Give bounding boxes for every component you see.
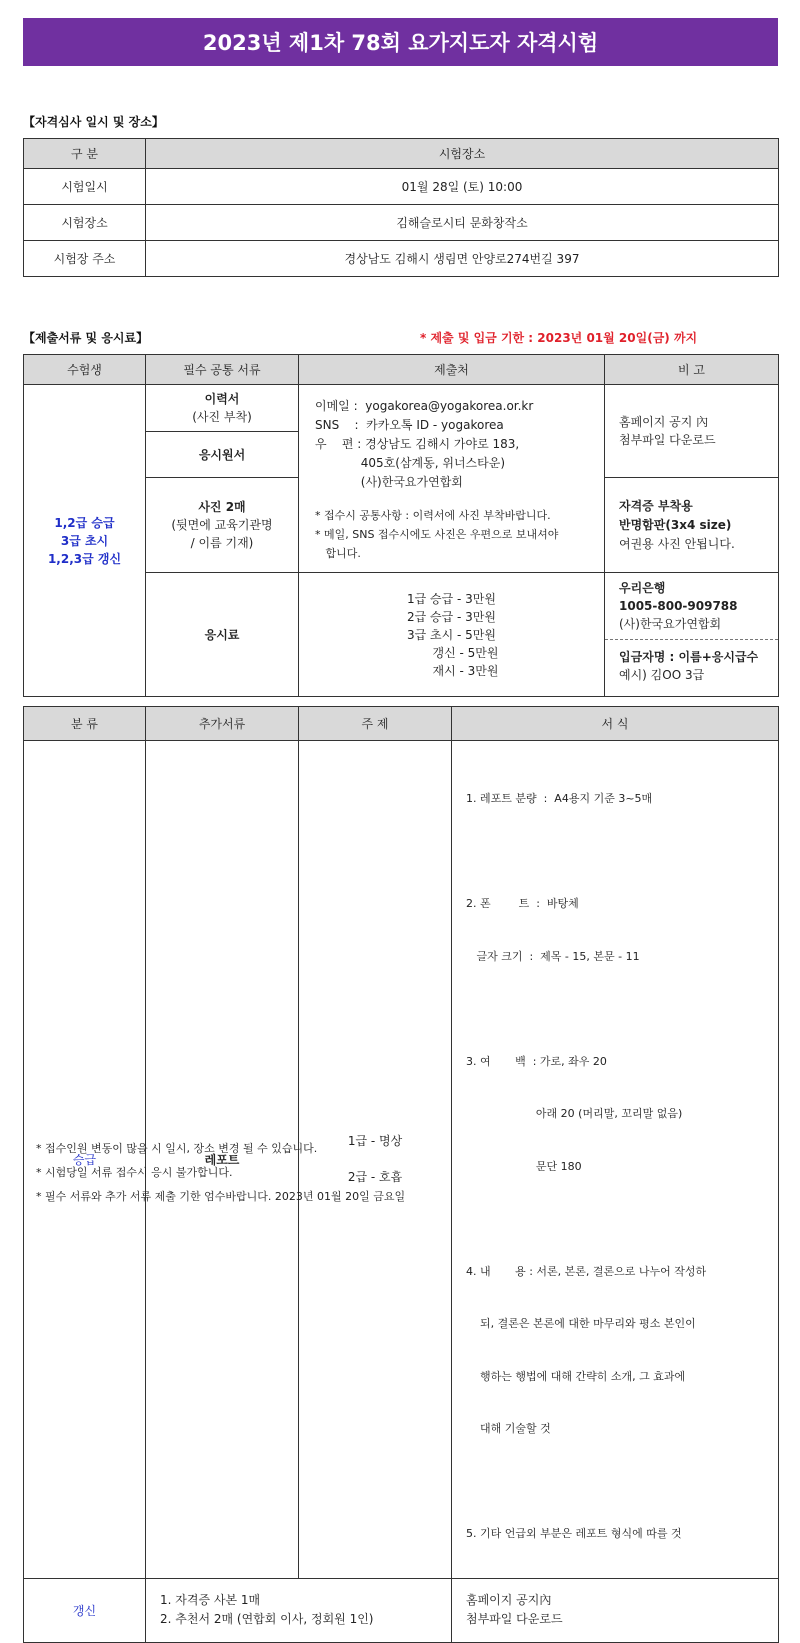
renew-doc: 2. 추천서 2매 (연합회 이사, 정회원 1인) (160, 1612, 374, 1626)
submit-line: 405호(삼계동, 위너스타운) (315, 456, 505, 470)
renew-remark: 홈페이지 공지內 (466, 1593, 552, 1607)
doc-photo: 사진 2매 (198, 500, 246, 514)
fee-remark-cell (605, 573, 779, 697)
doc-photo-sub: / 이름 기재) (190, 536, 254, 550)
additional-header-format: 서 식 (452, 707, 779, 741)
format-line: 아래 20 (머리말, 꼬리말 없음) (466, 1107, 683, 1120)
renew-remark: 첨부파일 다운로드 (466, 1612, 563, 1626)
schedule-row-label: 시험장 주소 (24, 241, 146, 277)
topic-item: 2급 - 호흡 (347, 1170, 403, 1185)
note-line: * 시험당일 서류 접수시 응시 불가합니다. (36, 1166, 233, 1179)
remark-homepage-cell (605, 385, 779, 478)
submit-line: (사)한국요가연합회 (315, 475, 463, 489)
submit-cell (299, 385, 605, 573)
documents-table (23, 354, 779, 697)
topic-item: 1급 - 명상 (347, 1134, 403, 1149)
schedule-table (23, 138, 779, 277)
bank-info (605, 573, 778, 640)
doc-fee: 응시료 (146, 573, 299, 697)
note-line: * 접수인원 변동이 많을 시 일시, 장소 변경 될 수 있습니다. (36, 1142, 318, 1155)
renew-remark-cell (452, 1578, 779, 1642)
schedule-row-label: 시험장소 (24, 205, 146, 241)
format-line: 4. 내 용 : 서론, 본론, 결론으로 나누어 작성하 (466, 1264, 707, 1278)
format-line (466, 1473, 778, 1491)
submit-line: SNS : 카카오톡 ID - yogakorea (315, 418, 504, 432)
submit-note: * 메일, SNS 접수시에도 사진은 우편으로 보내셔야 (315, 528, 559, 541)
schedule-row-value: 01월 28일 (토) 10:00 (146, 169, 779, 205)
deposit-info (605, 640, 778, 688)
schedule-header-category: 구 분 (24, 139, 146, 169)
submit-note: 합니다. (315, 547, 361, 560)
page-title: 2023년 제1차 78회 요가지도자 자격시험 (202, 31, 599, 55)
format-line (466, 1000, 778, 1018)
doc-resume: 이력서 (204, 392, 240, 406)
note-line: * 필수 서류와 추가 서류 제출 기한 엄수바랍니다. 2023년 01월 20일 금요일 (36, 1190, 406, 1203)
notes (36, 1137, 405, 1209)
documents-header-submit: 제출처 (299, 355, 605, 385)
format-line: 글자 크기 : 제목 - 15, 본문 - 11 (466, 949, 640, 963)
format-line: 2. 폰 트 : 바탕체 (466, 897, 579, 910)
remark-line: 첨부파일 다운로드 (619, 433, 716, 447)
documents-header-required: 필수 공통 서류 (146, 355, 299, 385)
renew-docs-cell (146, 1578, 452, 1642)
section-heading-schedule: 【자격심사 일시 및 장소】 (23, 115, 164, 129)
schedule-row-label: 시험일시 (24, 169, 146, 205)
schedule-header-location: 시험장소 (146, 139, 779, 169)
candidate-line: 1,2급 승급 (54, 515, 115, 530)
category-promotion: 승급 (24, 741, 146, 1579)
format-cell (452, 741, 779, 1579)
bank-holder: (사)한국요가연합회 (619, 617, 722, 631)
fee-item: 1급 승급 - 3만원 (406, 591, 496, 606)
doc-resume-cell (146, 385, 299, 432)
fee-list (299, 573, 605, 697)
remark-line: 반명함판(3x4 size) (619, 517, 732, 532)
page-title-banner (23, 18, 778, 66)
additional-header-docs: 추가서류 (146, 707, 299, 741)
extra-doc-report: 레포트 (146, 741, 299, 1579)
category-renewal: 갱신 (24, 1578, 146, 1642)
fee-item: 재시 - 3만원 (432, 663, 499, 678)
documents-header-remark: 비 고 (605, 355, 779, 385)
renew-doc: 1. 자격증 사본 1매 (160, 1593, 261, 1607)
deposit-example: 예시) 김OO 3급 (619, 668, 705, 682)
candidate-cell (24, 385, 146, 697)
remark-line: 여권용 사진 안됩니다. (619, 536, 735, 551)
candidate-line: 1,2,3급 갱신 (47, 551, 122, 566)
doc-application: 응시원서 (146, 432, 299, 478)
format-line (466, 1210, 778, 1228)
fee-item: 2급 승급 - 3만원 (406, 609, 496, 624)
bank-account: 1005-800-909788 (619, 599, 738, 613)
submit-line: 이메일 : yogakorea@yogakorea.or.kr (315, 399, 534, 413)
doc-resume-sub: (사진 부착) (192, 410, 252, 424)
documents-header-candidate: 수험생 (24, 355, 146, 385)
candidate-line: 3급 초시 (60, 533, 109, 548)
schedule-row-value: 경상남도 김해시 생림면 안양로274번길 397 (146, 241, 779, 277)
format-line (466, 843, 778, 861)
additional-header-category: 분 류 (24, 707, 146, 741)
doc-photo-sub: (뒷면에 교육기관명 (171, 518, 273, 532)
format-line: 3. 여 백 : 가로, 좌우 20 (466, 1054, 607, 1068)
additional-header-topic: 주 제 (299, 707, 452, 741)
submit-line: 우 편 : 경상남도 김해시 가야로 183, (315, 437, 520, 451)
deadline-notice: * 제출 및 입금 기한 : 2023년 01월 20일(금) 까지 (420, 331, 698, 345)
bank-name: 우리은행 (619, 581, 666, 595)
fee-item: 3급 초시 - 5만원 (406, 627, 496, 642)
format-line: 1. 레포트 분량 : A4용지 기준 3~5매 (466, 792, 653, 805)
section-heading-documents: 【제출서류 및 응시료】 (23, 331, 149, 345)
format-line: 행하는 행법에 대해 간략히 소개, 그 효과에 (466, 1369, 686, 1383)
remark-line: 홈페이지 공지 內 (619, 415, 709, 429)
remark-photo-cell (605, 478, 779, 573)
doc-photo-cell (146, 478, 299, 573)
remark-line: 자격증 부착용 (619, 498, 693, 513)
format-line: 5. 기타 언급외 부분은 레포트 형식에 따를 것 (466, 1527, 682, 1540)
format-line: 문단 180 (466, 1159, 582, 1173)
format-line: 대해 기술할 것 (466, 1422, 551, 1435)
format-line: 되, 결론은 본론에 대한 마무리와 평소 본인이 (466, 1317, 696, 1330)
submit-note: * 접수시 공통사항 : 이력서에 사진 부착바랍니다. (315, 509, 551, 522)
schedule-row-value: 김해슬로시티 문화창작소 (146, 205, 779, 241)
deposit-rule: 입금자명 : 이름+응시급수 (619, 650, 759, 664)
fee-item: 갱신 - 5만원 (432, 645, 499, 660)
